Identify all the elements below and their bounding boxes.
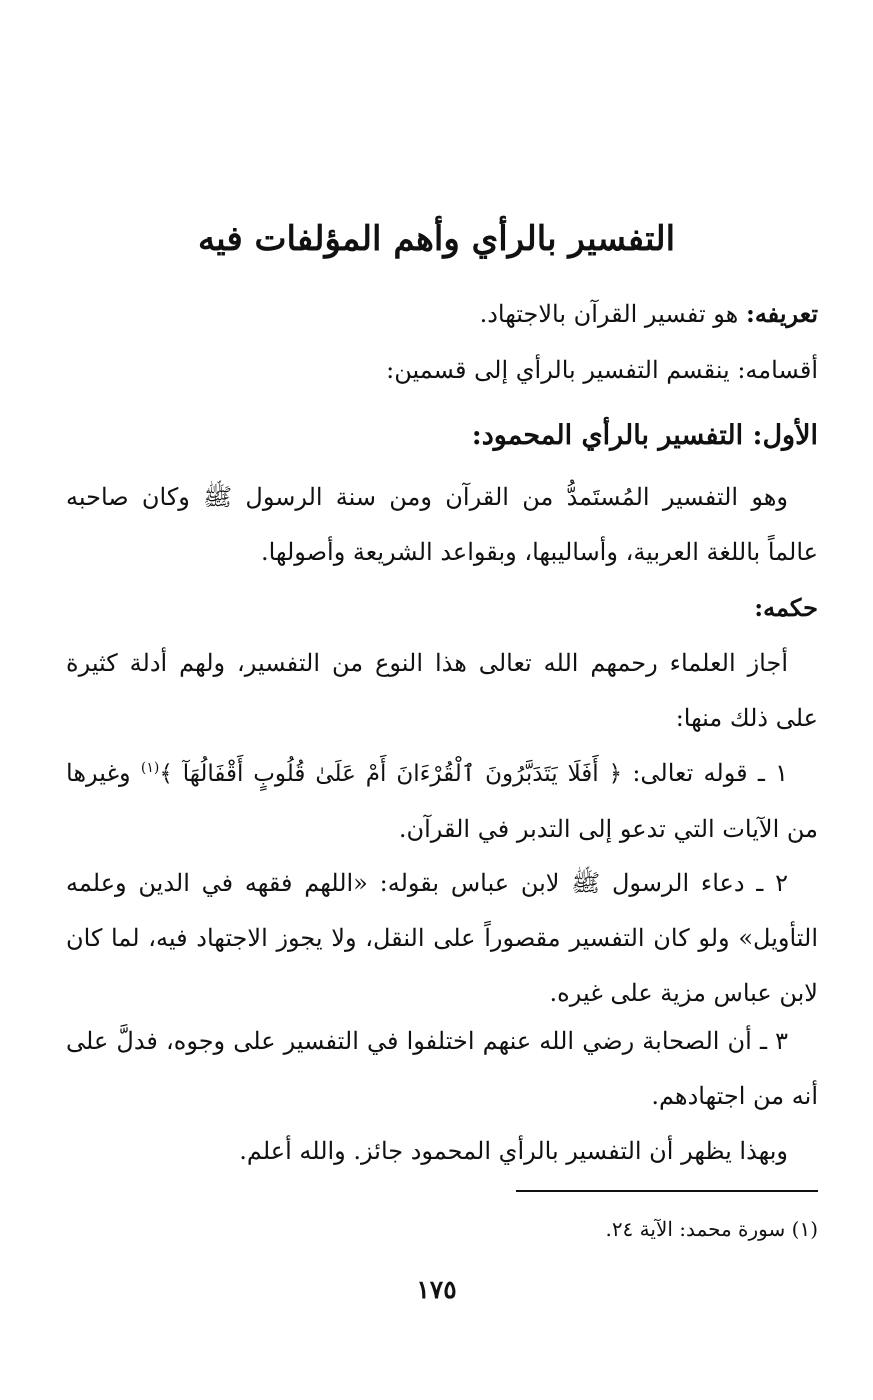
footnote: (١) سورة محمد: الآية ٢٤. [605, 1217, 818, 1241]
definition-line [480, 294, 818, 334]
first-type-description: وهو التفسير المُستَمدُّ من القرآن ومن سنة الرسول ﷺ وكان صاحبه عالماً باللغة العربية، وأساليبها، وبقواعد الشريعة وأصولها. [66, 483, 818, 566]
evidence-item-1 [66, 746, 818, 857]
evidence-item-3: ٣ ـ أن الصحابة رضي الله عنهم اختلفوا في التفسير على وجوه، فدلَّ على أنه من اجتهادهم. [66, 1027, 818, 1110]
evidence-item-1-lead: ١ ـ قوله تعالى: [622, 759, 788, 787]
page-number: ١٧٥ [416, 1275, 457, 1304]
evidence-item-2: ٢ ـ دعاء الرسول ﷺ لابن عباس بقوله: «اللهم فقهه في الدين وعلمه التأويل» ولو كان التفسير مقصوراً على النقل، ولا يجوز الاجتهاد فيه، لما كان لابن عباس مزية على غيره. [66, 869, 818, 1007]
footnote-marker: (١) [140, 760, 160, 776]
first-type-heading: الأول: التفسير بالرأي المحمود: [471, 420, 818, 451]
page-title: التفسير بالرأي وأهم المؤلفات فيه [197, 219, 676, 259]
conclusion: وبهذا يظهر أن التفسير بالرأي المحمود جائز. والله أعلم. [239, 1137, 788, 1165]
ruling-intro: أجاز العلماء رحمهم الله تعالى هذا النوع من التفسير، ولهم أدلة كثيرة على ذلك منها: [66, 649, 818, 732]
definition-label: تعريفه: [745, 299, 818, 328]
divisions-line [386, 350, 818, 390]
quran-verse: ﴿ أَفَلَا يَتَدَبَّرُونَ ٱلْقُرْءَانَ أَمْ عَلَىٰ قُلُوبٍ أَقْفَالُهَآ ﴾ [159, 761, 623, 787]
divisions-text: ينقسم التفسير بالرأي إلى قسمين: [386, 356, 738, 384]
footnote-divider [516, 1190, 818, 1192]
definition-text: هو تفسير القرآن بالاجتهاد. [479, 300, 746, 328]
evidence-item-1-rest: وغيرها من الآيات التي تدعو إلى التدبر في القرآن. [66, 759, 818, 843]
ruling-label: حكمه: [754, 593, 818, 622]
divisions-label: أقسامه: [737, 356, 818, 384]
